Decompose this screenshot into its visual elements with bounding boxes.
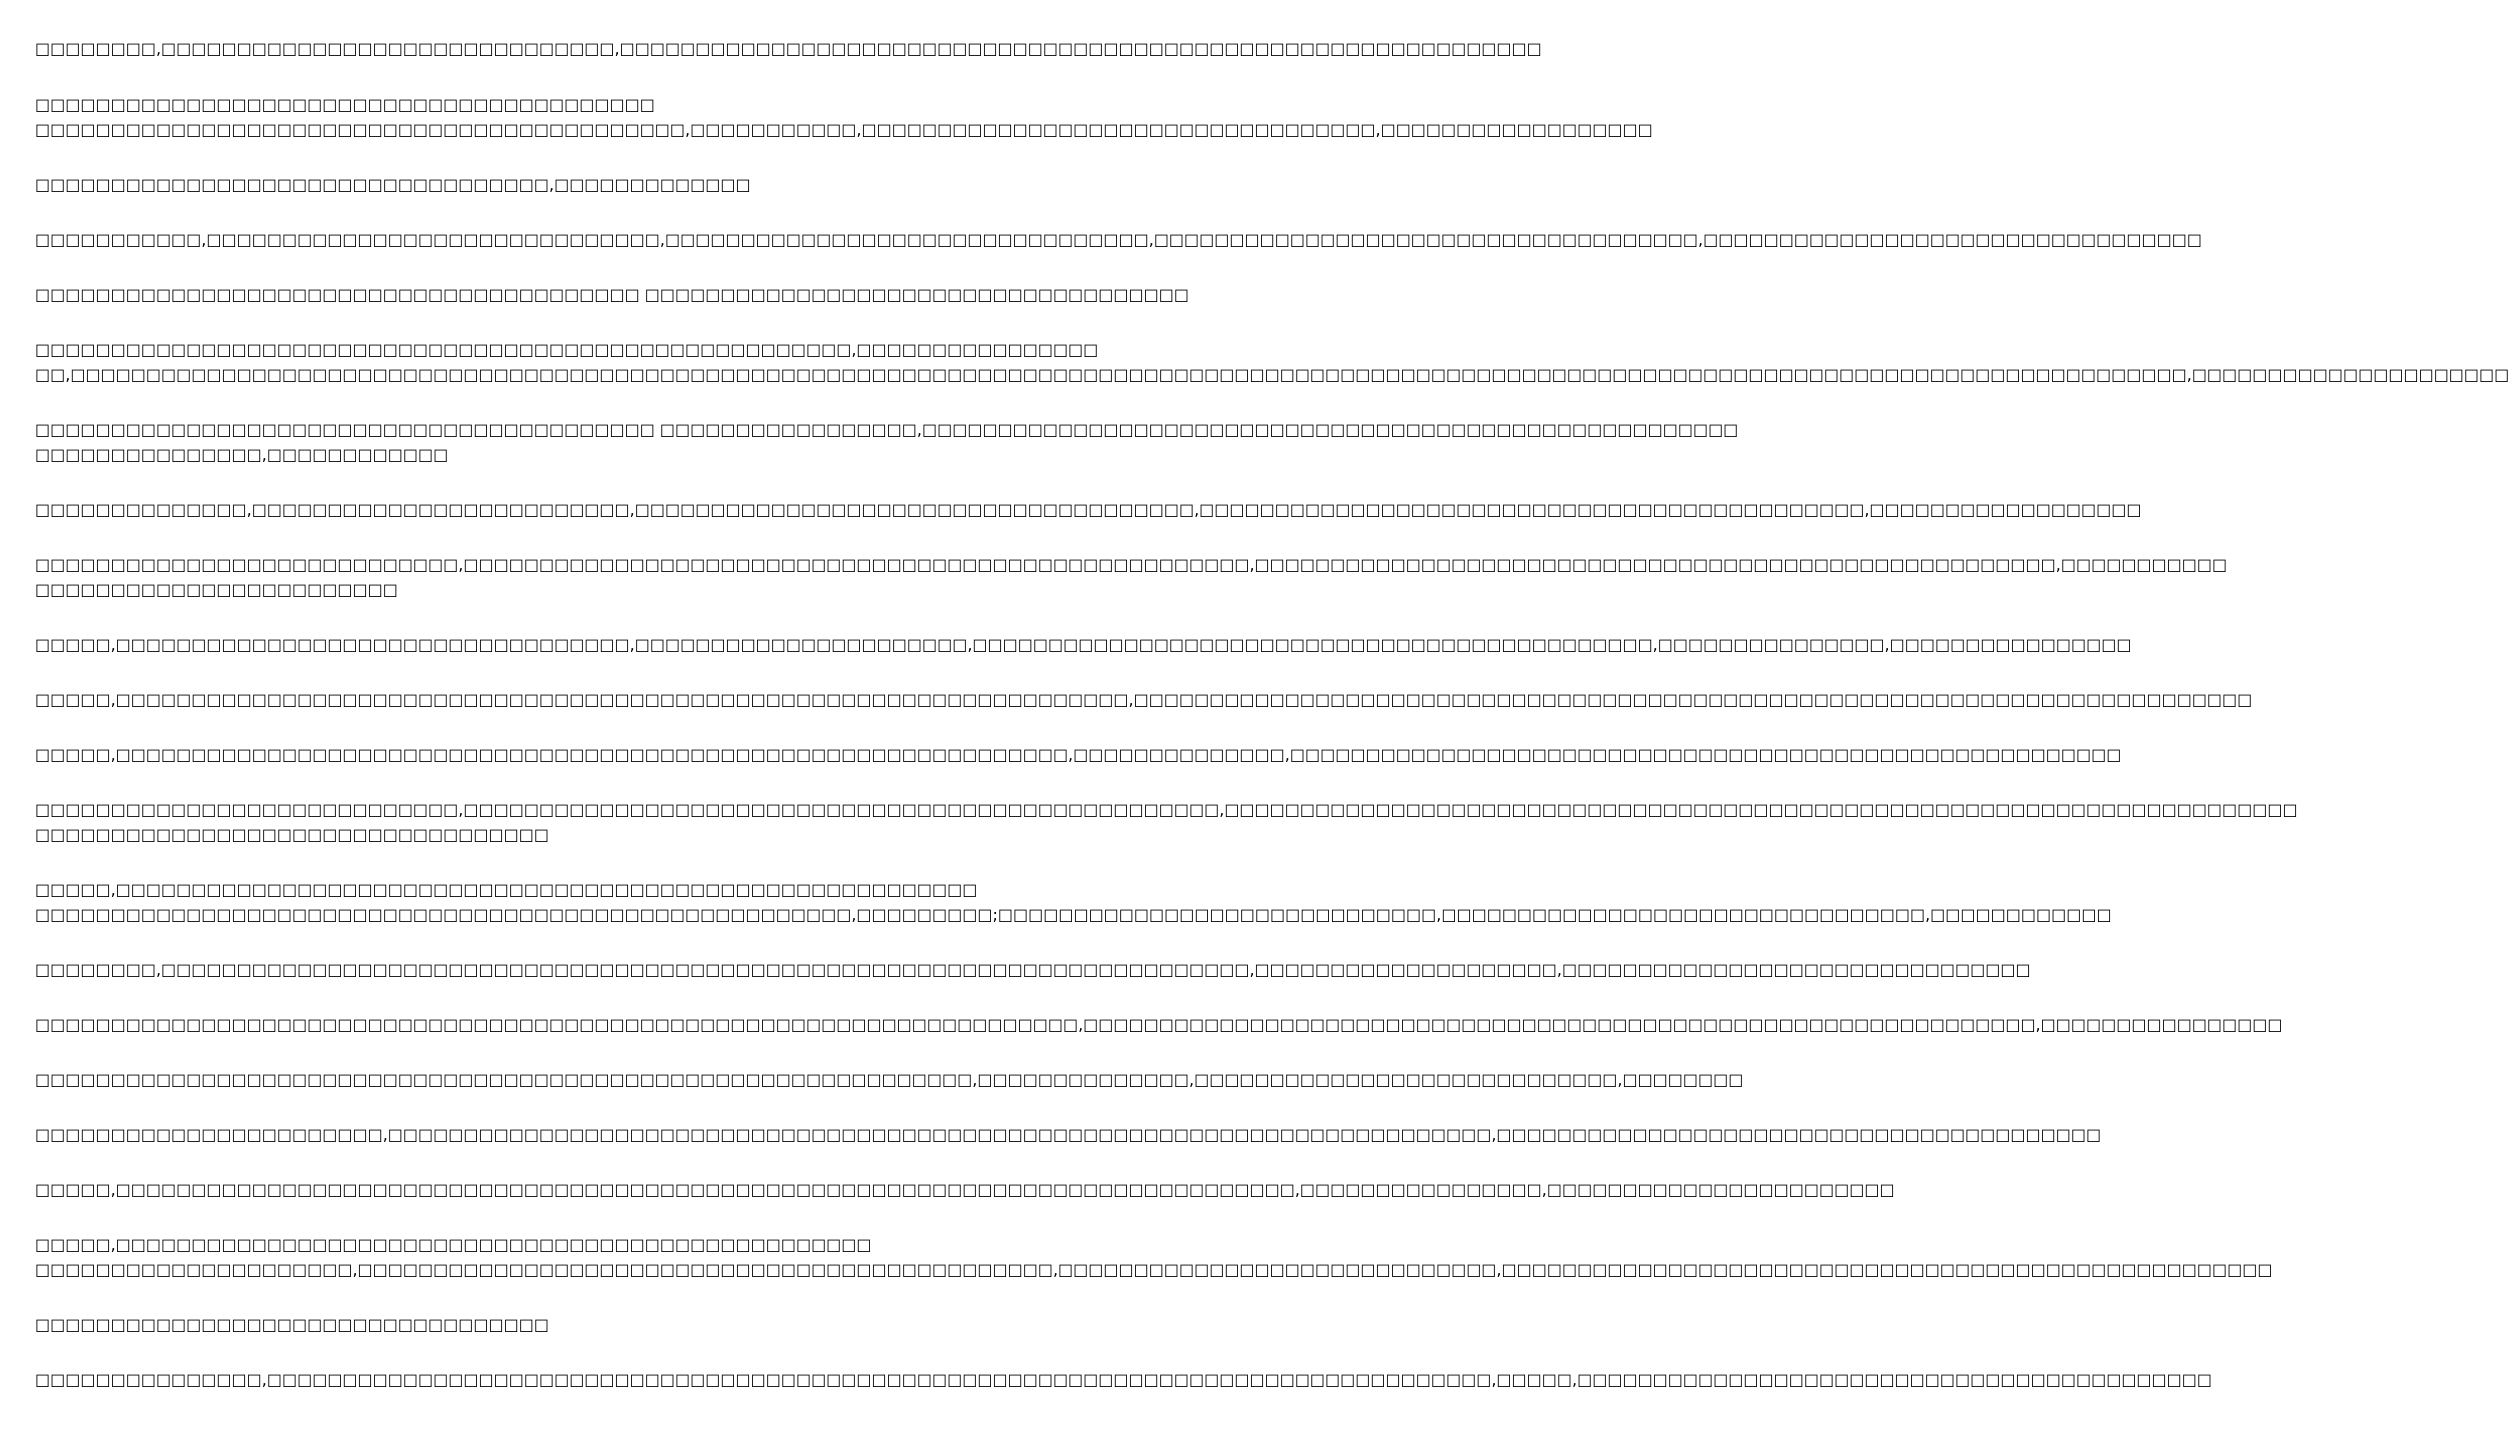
paragraph-1: □□□□□□□□,□□□□□□□□□□□□□□□□□□□□□□□□□□□□□□,□□□□□□□□□□□□□□□□□□□□□□□□□□□□□□□□□□□□□□□□□□□□□□□□□□□□□□□□□□□□□ [35,39,1542,58]
document-page [35,0,2509,1449]
paragraph-17: □□□□□□□□□□□□□□□□□□□□□□□□□□□□□□□□□□□□□□□□□□□□□□□□□□□□□□□□□□□□□□,□□□□□□□□□□□□□□,□□□□□□□□□□□□□□□□□□□□□□□□□□□□,□□□□□□□□ [35,1070,1744,1089]
paragraph-20: □□□□□,□□□□□□□□□□□□□□□□□□□□□□□□□□□□□□□□□□□□□□□□□□□□□□□□□□ □□□□□□□□□□□□□□□□□□□□□,□□□□□□□□□□□□□□□□□□□□□□□□□□□□□□□□□□□□□□□□□□□□□□,□□□□□□□□□□□□□□□□□□□□□□□□□□□□□,□□□□□□□□□□□□□□□□□□□□□□□□□□□□□□□□□□□□□□□□□□□□□□□□□□□ [35,1235,2273,1279]
paragraph-16: □□□□□□□□□□□□□□□□□□□□□□□□□□□□□□□□□□□□□□□□□□□□□□□□□□□□□□□□□□□□□□□□□□□□□,□□□□□□□□□□□□□□□□□□□□□□□□□□□□□□□□□□□□□□□□□□□□□□□□□□□□□□□□□□□□□□□,□□□□□□□□□□□□□□□□ [35,1015,2283,1034]
paragraph-18: □□□□□□□□□□□□□□□□□□□□□□□,□□□□□□□□□□□□□□□□□□□□□□□□□□□□□□□□□□□□□□□□□□□□□□□□□□□□□□□□□□□□□□□□□□□□□□□□□,□□□□□□□□□□□□□□□□□□□□□□□□□□□□□□□□□□□□□□□□ [35,1125,2102,1144]
paragraph-5: □□□□□□□□□□□□□□□□□□□□□□□□□□□□□□□□□□□□□□□□ □□□□□□□□□□□□□□□□□□□□□□□□□□□□□□□□□□□□ [35,285,1189,304]
paragraph-15: □□□□□□□□,□□□□□□□□□□□□□□□□□□□□□□□□□□□□□□□□□□□□□□□□□□□□□□□□□□□□□□□□□□□□□□□□□□□□□□□□,□□□□□□□□□□□□□□□□□□□□,□□□□□□□□□□□□□□□□□□□□□□□□□□□□□□□ [35,960,2031,979]
paragraph-13: □□□□□□□□□□□□□□□□□□□□□□□□□□□□,□□□□□□□□□□□□□□□□□□□□□□□□□□□□□□□□□□□□□□□□□□□□□□□□□□,□□□□□□□□□□□□□□□□□□□□□□□□□□□□□□□□□□□□□□□□□□□□□□□□□□□□□□□□□□□□□□□□□□□□□□□ □□□□□□□□□□□□□□□□□□□□□□□□□□□□□□□□□□ [35,800,2298,844]
paragraph-12: □□□□□,□□□□□□□□□□□□□□□□□□□□□□□□□□□□□□□□□□□□□□□□□□□□□□□□□□□□□□□□□□□□□□□,□□□□□□□□□□□□□□,□□□□□□□□□□□□□□□□□□□□□□□□□□□□□□□□□□□□□□□□□□□□□□□□□□□□□□□ [35,745,2122,764]
paragraph-10: □□□□□,□□□□□□□□□□□□□□□□□□□□□□□□□□□□□□□□□□,□□□□□□□□□□□□□□□□□□□□□□,□□□□□□□□□□□□□□□□□□□□□□□□□□□□□□□□□□□□□□□□□□□□□,□□□□□□□□□□□□□□□,□□□□□□□□□□□□□□□□ [35,635,2132,654]
paragraph-14: □□□□□,□□□□□□□□□□□□□□□□□□□□□□□□□□□□□□□□□□□□□□□□□□□□□□□□□□□□□□□□□ □□□□□□□□□□□□□□□□□□□□□□□□□□□□□□□□□□□□□□□□□□□□□□□□□□□□□□,□□□□□□□□□;□□□□□□□□□□□□□□□□□□□□□□□□□□□□□,□□□□□□□□□□□□□□□□□□□□□□□□□□□□□□□□,□□□□□□□□□□□□ [35,880,2112,924]
paragraph-4: □□□□□□□□□□□,□□□□□□□□□□□□□□□□□□□□□□□□□□□□□□,□□□□□□□□□□□□□□□□□□□□□□□□□□□□□□□□,□□□□□□□□□□□□□□□□□□□□□□□□□□□□□□□□□□□□,□□□□□□□□□□□□□□□□□□□□□□□□□□□□□□□□□ [35,230,2202,249]
paragraph-3: □□□□□□□□□□□□□□□□□□□□□□□□□□□□□□□□□□,□□□□□□□□□□□□□ [35,175,751,194]
paragraph-11: □□□□□,□□□□□□□□□□□□□□□□□□□□□□□□□□□□□□□□□□□□□□□□□□□□□□□□□□□□□□□□□□□□□□□□□□□,□□□□□□□□□□□□□□□□□□□□□□□□□□□□□□□□□□□□□□□□□□□□□□□□□□□□□□□□□□□□□□□□□□□□□□□□□□ [35,690,2253,709]
paragraph-7: □□□□□□□□□□□□□□□□□□□□□□□□□□□□□□□□□□□□□□□□□ □□□□□□□□□□□□□□□□□,□□□□□□□□□□□□□□□□□□□□□□□□□□□□□□□□□□□□□□□□□□□□□□□□□□□□□□ □□□□□□□□□□□□□□□,□□□□□□□□□□□□ [35,420,1739,464]
paragraph-8: □□□□□□□□□□□□□□,□□□□□□□□□□□□□□□□□□□□□□□□□,□□□□□□□□□□□□□□□□□□□□□□□□□□□□□□□□□□□□□,□□□□□□□□□□□□□□□□□□□□□□□□□□□□□□□□□□□□□□□□□□□□,□□□□□□□□□□□□□□□□□□ [35,500,2142,519]
paragraph-21: □□□□□□□□□□□□□□□□□□□□□□□□□□□□□□□□□□ [35,1315,549,1334]
paragraph-22: □□□□□□□□□□□□□□□,□□□□□□□□□□□□□□□□□□□□□□□□□□□□□□□□□□□□□□□□□□□□□□□□□□□□□□□□□□□□□□□□□□□□□□□□□□□□□□□□□,□□□□□,□□□□□□□□□□□□□□□□□□□□□□□□□□□□□□□□□□□□□□□□□□ [35,1370,2213,1389]
paragraph-19: □□□□□,□□□□□□□□□□□□□□□□□□□□□□□□□□□□□□□□□□□□□□□□□□□□□□□□□□□□□□□□□□□□□□□□□□□□□□□□□□□□□□,□□□□□□□□□□□□□□□□,□□□□□□□□□□□□□□□□□□□□□□□ [35,1180,1895,1199]
paragraph-2: □□□□□□□□□□□□□□□□□□□□□□□□□□□□□□□□□□□□□□□□□ □□□□□□□□□□□□□□□□□□□□□□□□□□□□□□□□□□□□□□□□□□□,□□□□□□□□□□□,□□□□□□□□□□□□□□□□□□□□□□□□□□□□□□□□□□,□□□□□□□□□□□□□□□□□□ [35,95,1653,139]
paragraph-6: □□□□□□□□□□□□□□□□□□□□□□□□□□□□□□□□□□□□□□□□□□□□□□□□□□□□□□,□□□□□□□□□□□□□□□□ □□,□□□□□□□□□□□□□□□□□□□□□□□□□□□□□□□□□□□□□□□□□□□□□□□□□□□□□□□□□□□□□□□□□□□□□□□□□□□□□□□□□□□□□□□□□□□□□□□□□□□□□□□□□□□□□□□□□□□□□□□□□□□□□□□□□□□□□□□□□□□□,□□□□□□□□□□□□□□□□□□□□□ [35,340,2509,384]
paragraph-9: □□□□□□□□□□□□□□□□□□□□□□□□□□□□,□□□□□□□□□□□□□□□□□□□□□□□□□□□□□□□□□□□□□□□□□□□□□□□□□□□□,□□□□□□□□□□□□□□□□□□□□□□□□□□□□□□□□□□□□□□□□□□□□□□□□□□□□□,□□□□□□□□□□□ □□□□□□□□□□□□□□□□□□□□□□□□ [35,555,2228,599]
